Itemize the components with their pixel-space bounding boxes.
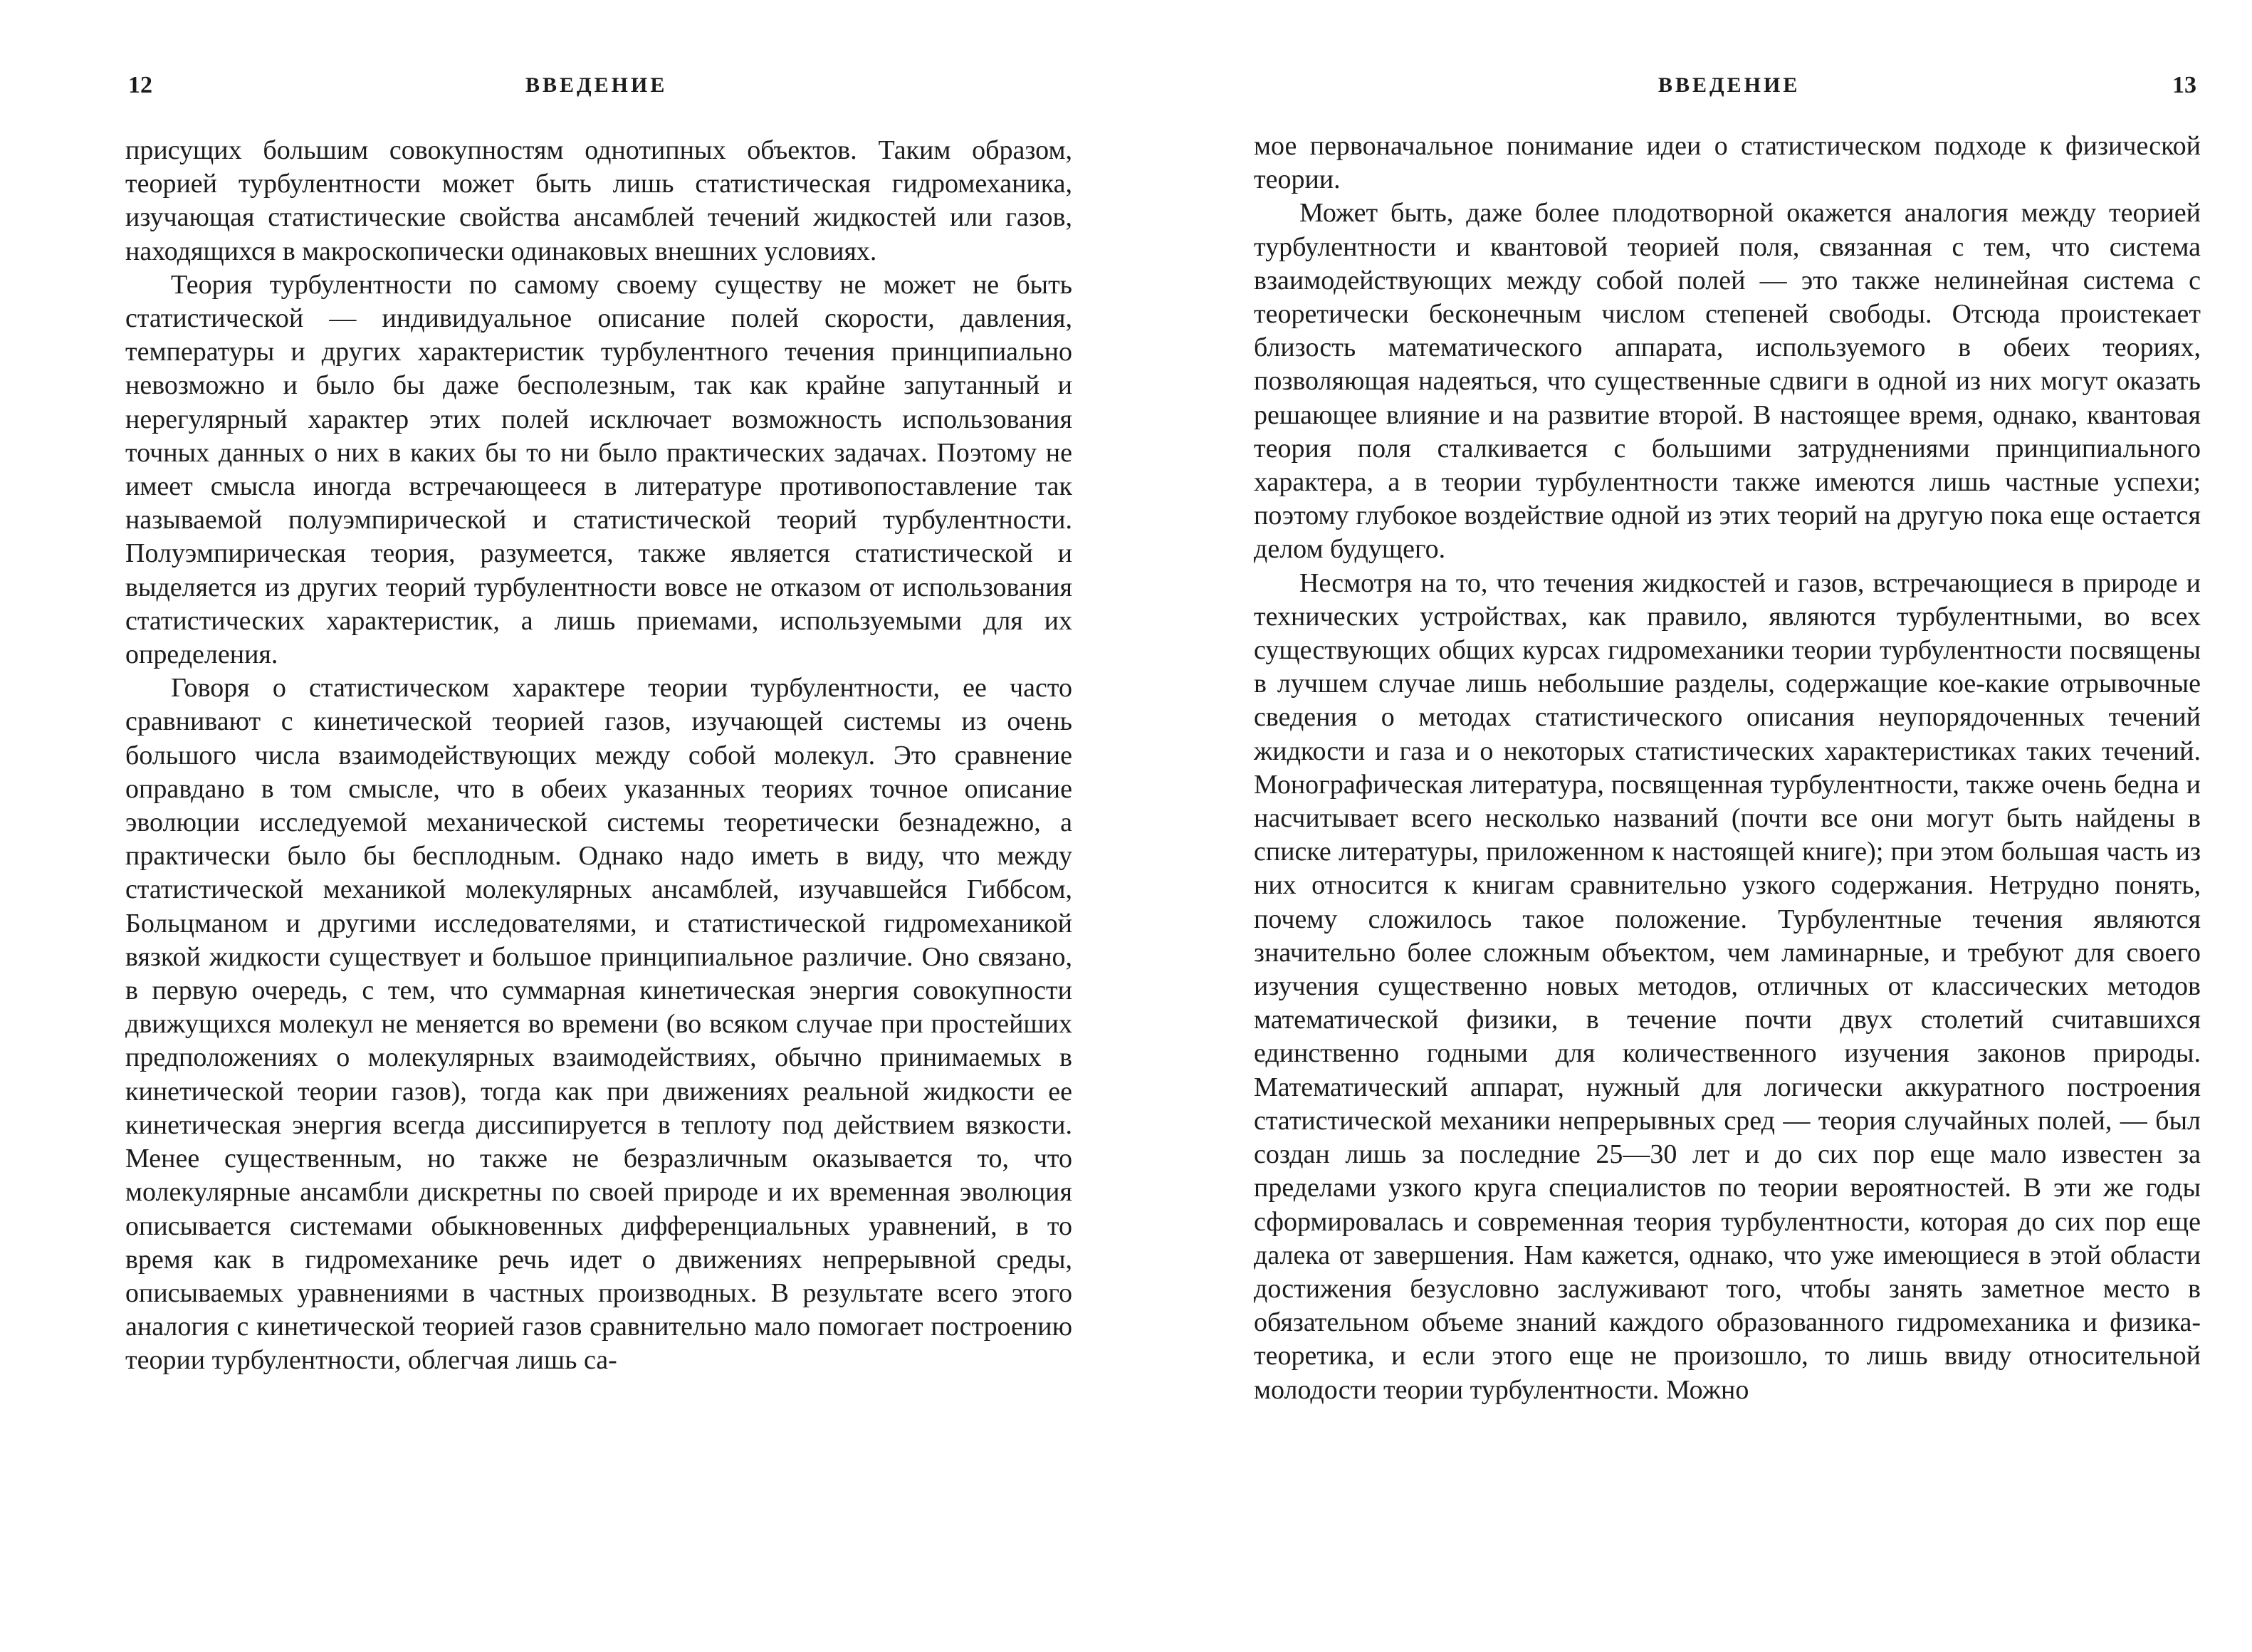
right-page [1126,0,2252,1652]
paragraph: присущих большим совокупностям однотипных объектов. Таким образом, теорией турбулентности может быть лишь статистическая гидромеханика, изучающая статистические свойства ансамблей течений жидкостей или газов, находящихся в макроскопически одинаковых внешних условиях. [125,135,1072,266]
page-number: 12 [128,72,152,98]
paragraph: Теория турбулентности по самому своему существу не может не быть статистической — индивидуальное описание полей скорости, давления, температуры и других характеристик турбулентного течения принципиально невозможно и было бы даже бесполезным, так как крайне запутанный и нерегулярный характер этих полей исключает возможность использования точных данных о них в каких бы то ни было практических задачах. Поэтому не имеет смысла иногда встречающееся в литературе противопоставление так называемой полуэмпирической и статистической теорий турбулентности. Полуэмпирическая теория, разумеется, также является статистической и выделяется из других теорий турбулентности вовсе не отказом от использования статистических характеристик, а лишь приемами, используемыми для их определения. [125,269,1072,670]
paragraph: Несмотря на то, что течения жидкостей и газов, встречающиеся в природе и технических устройствах, как правило, являются турбулентными, во всех существующих общих курсах гидромеханики теории турбулентности посвящены в лучшем случае лишь небольшие разделы, содержащие кое-какие отрывочные сведения о методах статистического описания неупорядоченных течений жидкости и газа и о некоторых статистических характеристиках таких течений. Монографическая литература, посвященная турбулентности, также очень бедна и насчитывает всего несколько названий (почти все они могут быть найдены в списке литературы, приложенном к настоящей книге); при этом большая часть из них относится к книгам сравнительно узкого содержания. Нетрудно понять, почему сложилось такое положение. Турбулентные течения являются значительно более сложным объектом, чем ламинарные, и требуют для своего изучения существенно новых методов, отличных от классических методов математической физики, в течение почти двух столетий считавшихся единственно годными для количественного изучения законов природы. Математический аппарат, нужный для логически аккуратного построения статистической механики непрерывных сред — теория случайных полей, — был создан лишь за последние 25—30 лет и до сих пор еще мало известен за пределами узкого круга специалистов по теории вероятностей. В эти же годы сформировалась и современная теория турбулентности, которая до сих пор еще далека от завершения. Нам кажется, однако, что уже имеющиеся в этой области достижения безусловно заслуживают того, чтобы занять заметное место в обязательном объеме знаний каждого образованного гидромеханика и физика-теоретика, и если этого еще не произошло, то лишь ввиду относительной молодости теории турбулентности. Можно [1254,568,2201,1405]
running-head: ВВЕДЕНИЕ [1658,73,1801,97]
paragraph: Говоря о статистическом характере теории турбулентности, ее часто сравнивают с кинетической теорией газов, изучающей системы из очень большого числа взаимодействующих между собой молекул. Это сравнение оправдано в том смысле, что в обеих указанных теориях точное описание эволюции исследуемой механической системы теоретически безнадежно, а практически было бы бесплодным. Однако надо иметь в виду, что между статистической механикой молекулярных ансамблей, изучавшейся Гиббсом, Больцманом и другими исследователями, и статистической гидромеханикой вязкой жидкости существует и большое принципиальное различие. Оно связано, в первую очередь, с тем, что суммарная кинетическая энергия совокупности движущихся молекул не меняется во времени (во всяком случае при простейших предположениях о молекулярных взаимодействиях, обычно принимаемых в кинетической теории газов), тогда как при движениях реальной жидкости ее кинетическая энергия всегда диссипируется в теплоту под действием вязкости. Менее существенным, но также не безразличным оказывается то, что молекулярные ансамбли дискретны по своей природе и их временная эволюция описывается системами обыкновенных дифференциальных уравнений, в то время как в гидромеханике речь идет о движениях непрерывной среды, описываемых уравнениями в частных производных. В результате всего этого аналогия с кинетической теорией газов сравнительно мало помогает построению теории турбулентности, облегчая лишь са- [125,673,1072,1376]
body-text [1254,130,2201,1407]
paragraph: мое первоначальное понимание идеи о статистическом подходе к физической теории. [1254,131,2201,195]
running-head: ВВЕДЕНИЕ [525,73,668,97]
page-number: 13 [2172,72,2196,98]
body-text [125,134,1072,1378]
paragraph: Может быть, даже более плодотворной окажется аналогия между теорией турбулентности и квантовой теорией поля, связанная с тем, что система взаимодействующих между собой полей — это также нелинейная система с теоретически бесконечным числом степеней свободы. Отсюда проистекает близость математического аппарата, используемого в обеих теориях, позволяющая надеяться, что существенные сдвиги в одной из них могут оказать решающее влияние и на развитие второй. В настоящее время, однако, квантовая теория поля сталкивается с большими затруднениями принципиального характера, а в теории турбулентности также имеются лишь частные успехи; поэтому глубокое воздействие одной из этих теорий на другую пока еще остается делом будущего. [1254,198,2201,565]
